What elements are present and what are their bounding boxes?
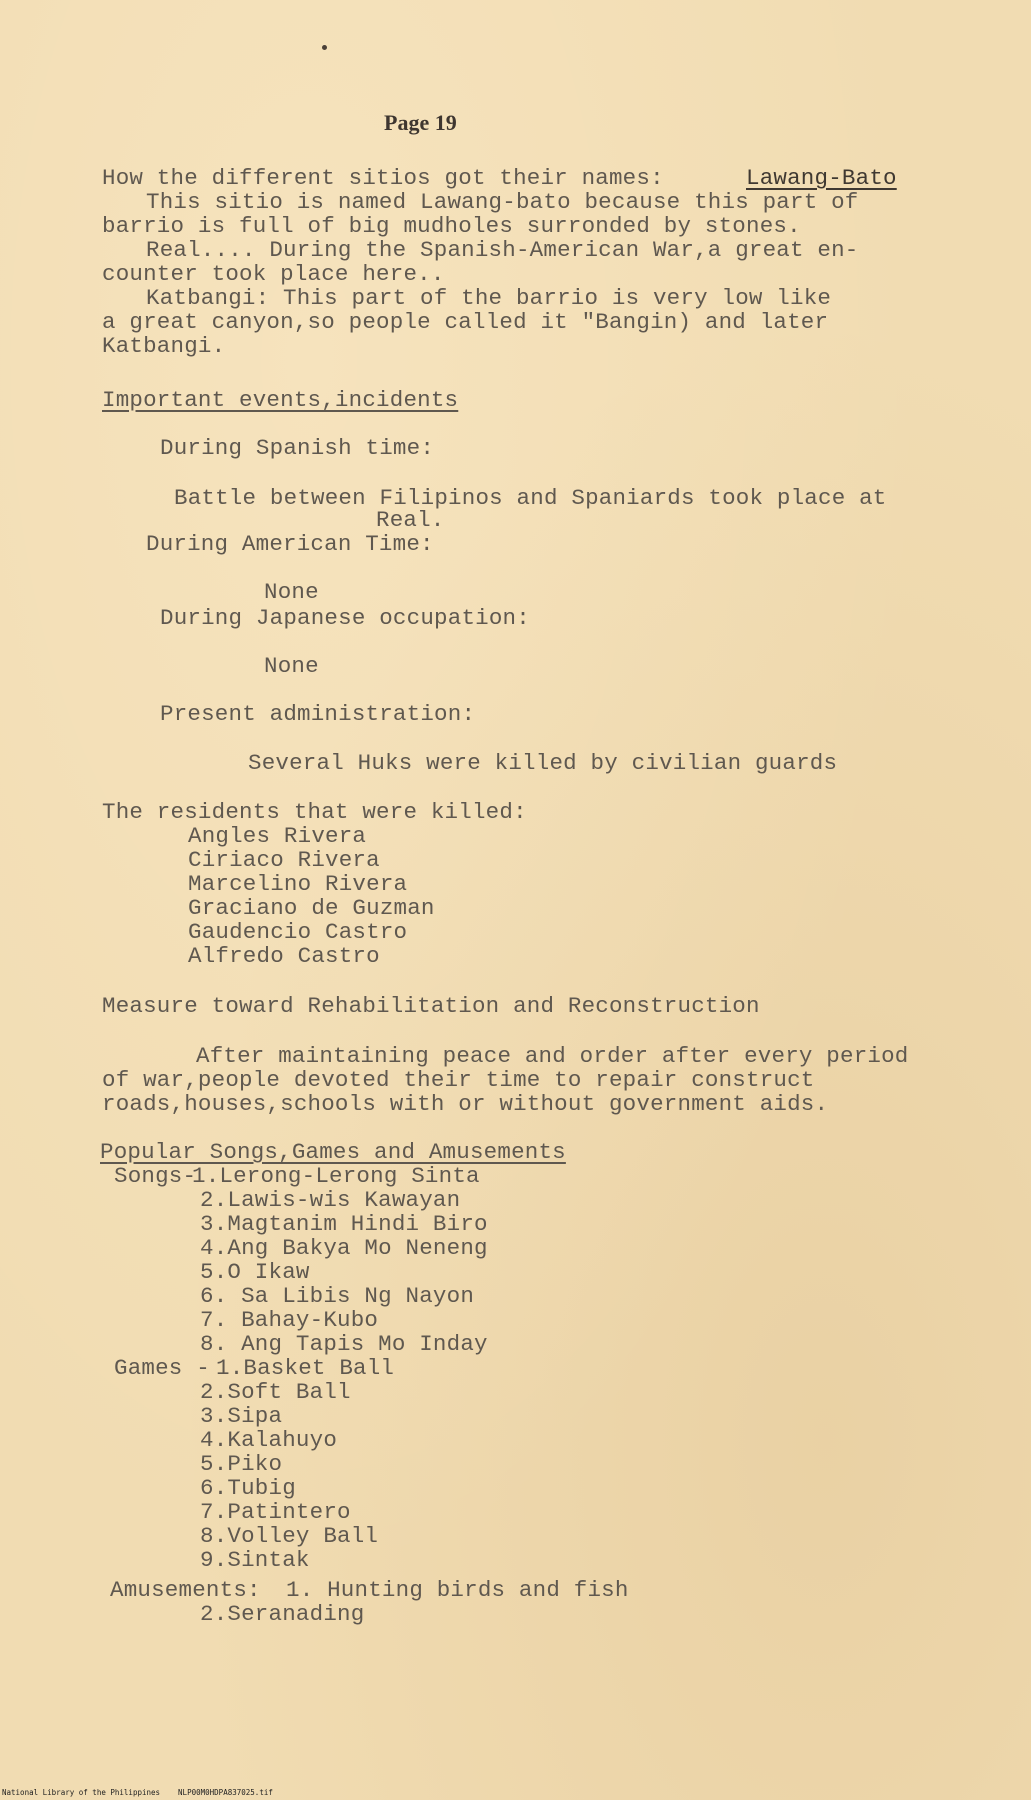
games-label: Games -	[114, 1355, 210, 1381]
game-item: 6.Tubig	[200, 1475, 296, 1501]
present-administration-text: Several Huks were killed by civilian guards	[248, 750, 838, 776]
rehab-line-2: of war,people devoted their time to repair construct	[102, 1067, 815, 1093]
events-heading: Important events,incidents	[102, 387, 459, 413]
lawang-bato-line-1: This sitio is named Lawang-bato because this part of	[146, 189, 859, 215]
real-line-2: counter took place here..	[102, 261, 445, 287]
resident-name: Alfredo Castro	[188, 943, 380, 969]
song-item: 4.Ang Bakya Mo Neneng	[200, 1235, 488, 1261]
popular-heading: Popular Songs,Games and Amusements	[100, 1139, 566, 1165]
lawang-bato-line-2: barrio is full of big mudholes surronded by stones.	[102, 213, 801, 239]
katbangi-line-1: Katbangi: This part of the barrio is very low like	[146, 285, 832, 311]
residents-heading: The residents that were killed:	[102, 799, 527, 825]
amusement-item: 2.Seranading	[200, 1601, 365, 1627]
sitios-heading-right: Lawang-Bato	[746, 165, 897, 191]
game-item: 8.Volley Ball	[200, 1523, 379, 1549]
game-item: 9.Sintak	[200, 1547, 310, 1573]
present-administration-label: Present administration:	[160, 701, 476, 727]
katbangi-line-2: a great canyon,so people called it "Bangin) and later	[102, 309, 829, 335]
resident-name: Gaudencio Castro	[188, 919, 408, 945]
game-item: 3.Sipa	[200, 1403, 283, 1429]
resident-name: Graciano de Guzman	[188, 895, 435, 921]
song-item: 2.Lawis-wis Kawayan	[200, 1187, 461, 1213]
page-number: Page 19	[384, 110, 457, 135]
game-item: 4.Kalahuyo	[200, 1427, 338, 1453]
song-item: 7. Bahay-Kubo	[200, 1307, 379, 1333]
resident-name: Marcelino Rivera	[188, 871, 408, 897]
resident-name: Angles Rivera	[188, 823, 367, 849]
spanish-time-text-2: Real.	[376, 507, 445, 533]
song-item: 6. Sa Libis Ng Nayon	[200, 1283, 475, 1309]
footer-library: National Library of the Philippines	[2, 1788, 161, 1797]
scan-footer	[2, 1788, 291, 1797]
rehab-line-1: After maintaining peace and order after every period	[196, 1043, 909, 1069]
real-line-1: Real.... During the Spanish-American War,a great en-	[146, 237, 859, 263]
song-item: 3.Magtanim Hindi Biro	[200, 1211, 488, 1237]
rehab-heading: Measure toward Rehabilitation and Reconstruction	[102, 993, 760, 1019]
song-item: 5.O Ikaw	[200, 1259, 310, 1285]
amusements-label: Amusements:	[110, 1577, 261, 1603]
game-item: 5.Piko	[200, 1451, 283, 1477]
rehab-line-3: roads,houses,schools with or without government aids.	[102, 1091, 829, 1117]
japanese-occupation-text: None	[264, 653, 319, 679]
resident-name: Ciriaco Rivera	[188, 847, 380, 873]
game-item: 7.Patintero	[200, 1499, 351, 1525]
ink-dot	[322, 45, 327, 50]
song-item: 1.Lerong-Lerong Sinta	[192, 1163, 480, 1189]
american-time-label: During American Time:	[146, 531, 434, 557]
katbangi-line-3: Katbangi.	[102, 333, 226, 359]
songs-label: Songs-	[114, 1163, 197, 1189]
game-item: 1.Basket Ball	[216, 1355, 395, 1381]
spanish-time-text: Battle between Filipinos and Spaniards took place at	[174, 485, 887, 511]
japanese-occupation-label: During Japanese occupation:	[160, 605, 530, 631]
amusement-item: 1. Hunting birds and fish	[286, 1577, 629, 1603]
footer-file: NLP00M0HDPA837025.tif	[178, 1788, 273, 1797]
game-item: 2.Soft Ball	[200, 1379, 351, 1405]
american-time-text: None	[264, 579, 319, 605]
song-item: 8. Ang Tapis Mo Inday	[200, 1331, 488, 1357]
sitios-heading: How the different sitios got their names:	[102, 165, 664, 191]
spanish-time-label: During Spanish time:	[160, 435, 435, 461]
